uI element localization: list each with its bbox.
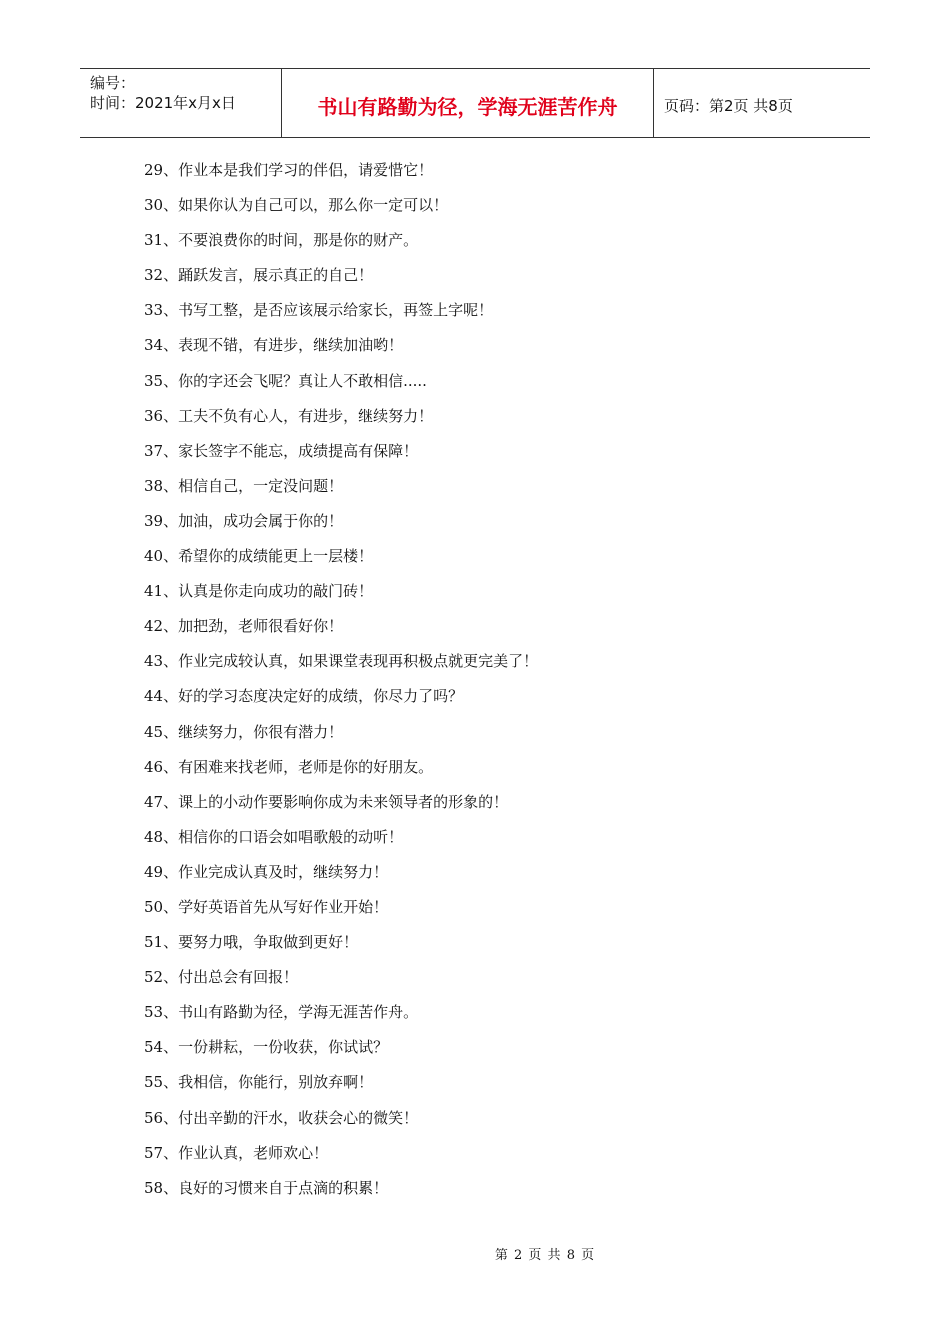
- page-footer: [0, 1244, 950, 1263]
- comment-list: [144, 153, 844, 1206]
- list-item: 53、书山有路勤为径，学海无涯苦作舟。: [144, 1003, 419, 1022]
- list-item: 35、你的字还会飞呢？真让人不敢相信.....: [144, 371, 427, 390]
- serial-label: 编号：: [90, 74, 136, 92]
- header-page-info: 页码：第2页 共8页: [664, 96, 793, 115]
- list-item: 32、踊跃发言，展示真正的自己！: [144, 266, 374, 285]
- footer-page-number: 第 2 页 共 8 页: [494, 1248, 596, 1263]
- page-header: [80, 68, 870, 138]
- header-meta: [80, 69, 282, 137]
- list-item: 55、我相信，你能行，别放弃啊！: [144, 1073, 374, 1092]
- list-item: 57、作业认真，老师欢心！: [144, 1143, 329, 1162]
- list-item: 41、认真是你走向成功的敲门砖！: [144, 582, 374, 601]
- list-item: 44、好的学习态度决定好的成绩，你尽力了吗？: [144, 687, 464, 706]
- header-motto: 书山有路勤为径，学海无涯苦作舟: [282, 69, 654, 137]
- list-item: 50、学好英语首先从写好作业开始！: [144, 897, 389, 916]
- list-item: 30、如果你认为自己可以，那么你一定可以！: [144, 196, 449, 215]
- list-item: 43、作业完成较认真，如果课堂表现再积极点就更完美了！: [144, 652, 539, 671]
- list-item: 51、要努力哦，争取做到更好！: [144, 933, 359, 952]
- list-item: 40、希望你的成绩能更上一层楼！: [144, 547, 374, 566]
- list-item: 52、付出总会有回报！: [144, 968, 299, 987]
- list-item: 39、加油，成功会属于你的！: [144, 511, 344, 530]
- list-item: 33、书写工整，是否应该展示给家长，再签上字呢！: [144, 301, 494, 320]
- list-item: 36、工夫不负有心人，有进步，继续努力！: [144, 406, 434, 425]
- list-item: 54、一份耕耘，一份收获，你试试？: [144, 1038, 389, 1057]
- list-item: 58、良好的习惯来自于点滴的积累！: [144, 1178, 389, 1197]
- time-label: 时间：2021年x月x日: [90, 94, 236, 112]
- list-item: 29、作业本是我们学习的伴侣，请爱惜它！: [144, 161, 434, 179]
- list-item: 34、表现不错，有进步，继续加油哟！: [144, 336, 404, 355]
- list-item: 42、加把劲，老师很看好你！: [144, 617, 344, 636]
- list-item: 45、继续努力，你很有潜力！: [144, 722, 344, 741]
- list-item: 38、相信自己，一定没问题！: [144, 476, 344, 495]
- list-item: 56、付出辛勤的汗水，收获会心的微笑！: [144, 1108, 419, 1127]
- list-item: 47、课上的小动作要影响你成为未来领导者的形象的！: [144, 792, 509, 811]
- list-item: 31、不要浪费你的时间，那是你的财产。: [144, 231, 419, 250]
- list-item: 49、作业完成认真及时，继续努力！: [144, 862, 389, 881]
- list-item: 37、家长签字不能忘，成绩提高有保障！: [144, 441, 419, 460]
- list-item: 46、有困难来找老师，老师是你的好朋友。: [144, 757, 434, 776]
- list-item: 48、相信你的口语会如唱歌般的动听！: [144, 827, 404, 846]
